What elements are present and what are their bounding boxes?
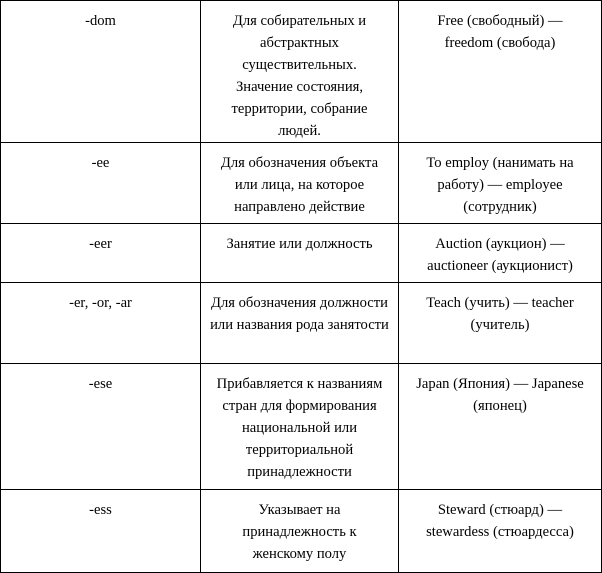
suffix-cell: -ess xyxy=(1,490,201,573)
table-row xyxy=(1,364,602,490)
table-row xyxy=(1,224,602,283)
description-cell: Указывает на принадлежность к женскому полу xyxy=(201,490,399,573)
table-row xyxy=(1,283,602,364)
suffix-cell: -eer xyxy=(1,224,201,283)
suffix-cell: -ese xyxy=(1,364,201,490)
example-cell: Teach (учить) — teacher (учитель) xyxy=(399,283,602,364)
description-cell: Прибавляется к названиям стран для формирования национальной или территориальной принадлежности xyxy=(201,364,399,490)
example-cell: To employ (нанимать на работу) — employee (сотрудник) xyxy=(399,143,602,224)
suffix-cell: -er, -or, -ar xyxy=(1,283,201,364)
suffix-cell: -dom xyxy=(1,1,201,143)
table-row xyxy=(1,1,602,143)
example-cell: Steward (стюард) — stewardess (стюардесса) xyxy=(399,490,602,573)
suffix-cell: -ee xyxy=(1,143,201,224)
description-cell: Для обозначения должности или названия рода занятости xyxy=(201,283,399,364)
table-row xyxy=(1,143,602,224)
description-cell: Для обозначения объекта или лица, на которое направлено действие xyxy=(201,143,399,224)
description-cell: Занятие или должность xyxy=(201,224,399,283)
example-cell: Free (свободный) — freedom (свобода) xyxy=(399,1,602,143)
example-cell: Auction (аукцион) — auctioneer (аукционист) xyxy=(399,224,602,283)
example-cell: Japan (Япония) — Japanese (японец) xyxy=(399,364,602,490)
table-row xyxy=(1,490,602,573)
description-cell: Для собирательных и абстрактных существительных. Значение состояния, территории, собрание людей. xyxy=(201,1,399,143)
